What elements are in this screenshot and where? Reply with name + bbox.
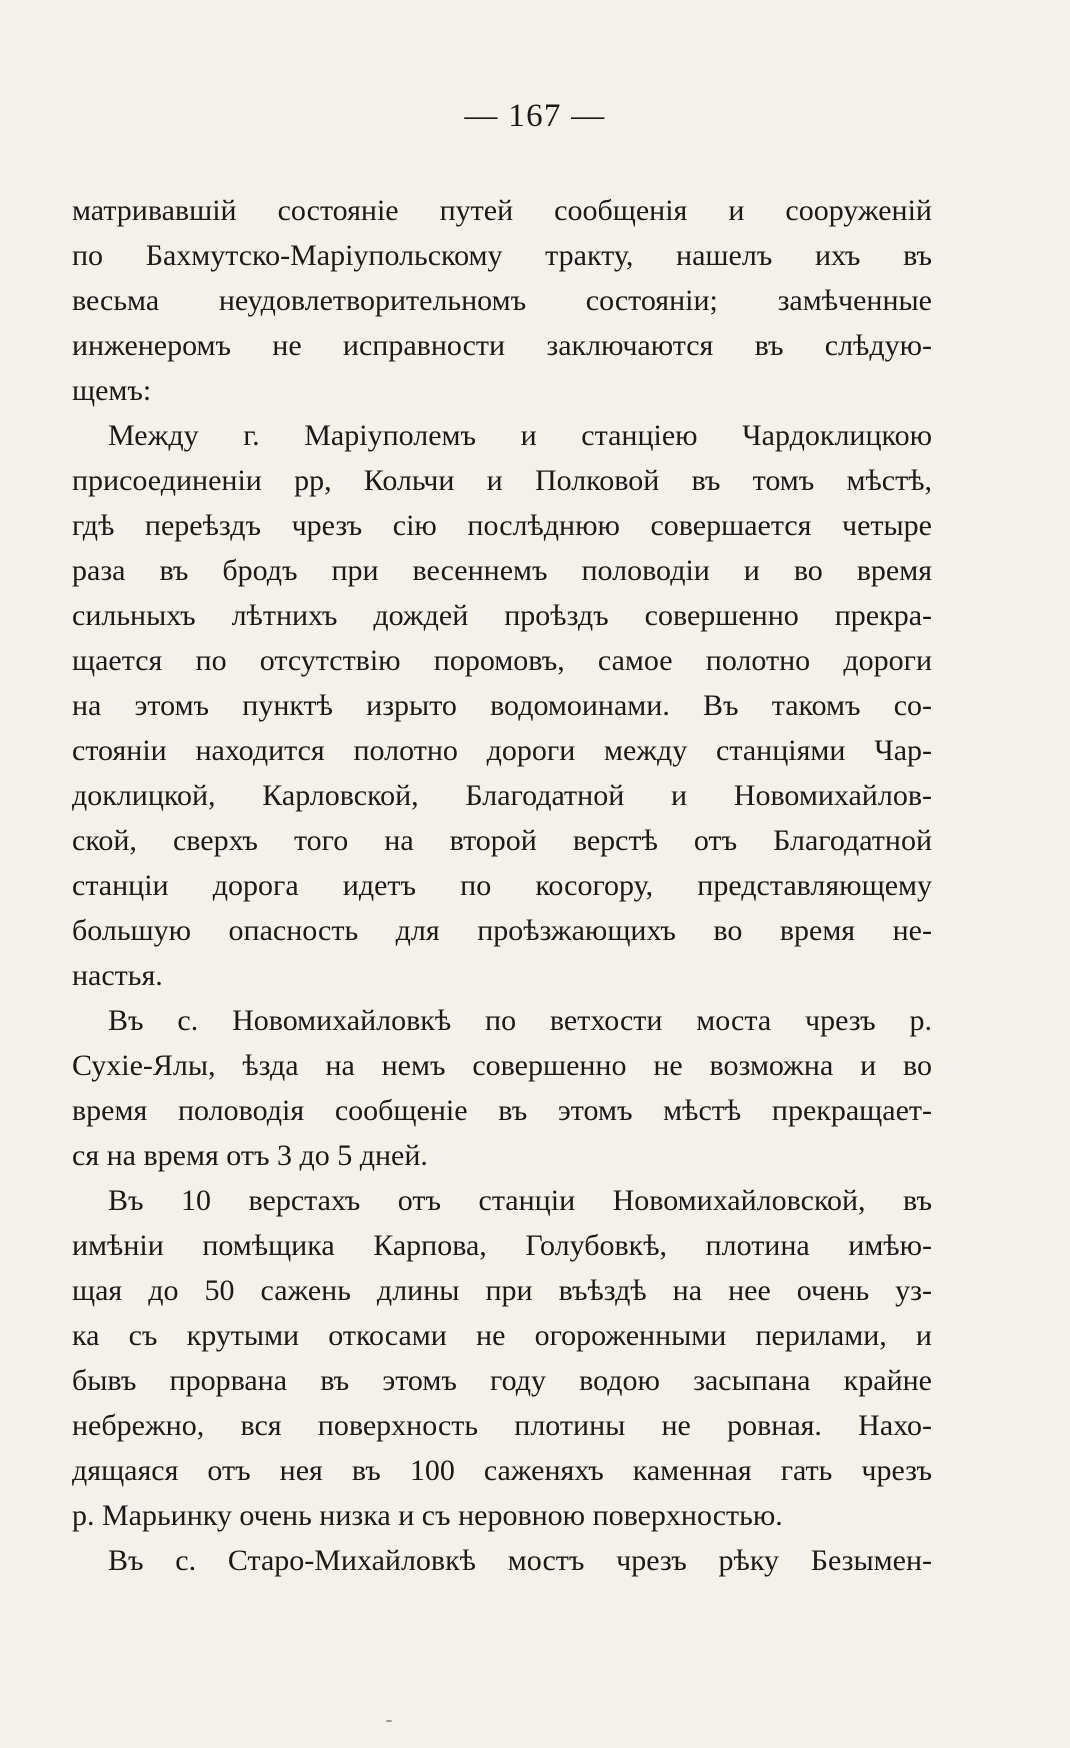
text-line: большую опасность для проѣзжающихъ во время не- — [72, 914, 932, 947]
text-line: матривавшій состоянiе путей сообщенія и сооруженій — [72, 194, 932, 227]
text-line: инженеромъ не исправности заключаются въ слѣдую- — [72, 329, 932, 362]
text-line: присоединеніи рр, Кольчи и Полковой въ томъ мѣстѣ, — [72, 464, 932, 497]
text-line: имѣніи помѣщика Карпова, Голубовкѣ, плотина имѣю- — [72, 1229, 932, 1262]
paragraph-1 — [72, 188, 932, 413]
text-line: весьма неудовлетворительномъ состояніи; замѣченные — [72, 284, 932, 317]
text-line: настья. — [72, 959, 163, 992]
paragraph-5 — [72, 1538, 932, 1583]
text-line: гдѣ переѣздъ чрезъ сію послѣднюю совершается четыре — [72, 509, 932, 542]
text-line: ка съ крутыми откосами не огороженными перилами, и — [72, 1319, 932, 1352]
text-line: щемъ: — [72, 374, 152, 407]
paragraph-3 — [72, 998, 932, 1178]
text-line: ской, сверхъ того на второй верстѣ отъ Благодатной — [72, 824, 932, 857]
print-mark — [386, 1720, 392, 1722]
text-line: раза въ бродъ при весеннемъ половодіи и во время — [72, 554, 932, 587]
text-line: Сухіе-Ялы, ѣзда на немъ совершенно не возможна и во — [72, 1049, 932, 1082]
text-line: доклицкой, Карловской, Благодатной и Новомихайлов- — [72, 779, 932, 812]
text-line: Между г. Маріуполемъ и станціею Чардоклицкою — [108, 419, 932, 452]
text-line: Въ с. Новомихайловкѣ по ветхости моста чрезъ р. — [108, 1004, 932, 1037]
text-line: по Бахмутско-Маріупольскому тракту, нашелъ ихъ въ — [72, 239, 932, 272]
text-line: сильныхъ лѣтнихъ дождей проѣздъ совершенно прекра- — [72, 599, 932, 632]
text-line: небрежно, вся поверхность плотины не ровная. Нахо- — [72, 1409, 932, 1442]
text-line: время половодія сообщеніе въ этомъ мѣстѣ прекращает- — [72, 1094, 932, 1127]
text-line: стояніи находится полотно дороги между станціями Чар- — [72, 734, 932, 767]
text-line: Въ 10 верстахъ отъ станціи Новомихайловской, въ — [108, 1184, 932, 1217]
text-line: ся на время отъ 3 до 5 дней. — [72, 1139, 428, 1172]
paragraph-2 — [72, 413, 932, 998]
body-text — [72, 188, 932, 1638]
text-line: станціи дорога идетъ по косогору, представляющему — [72, 869, 932, 902]
text-line: р. Марьинку очень низка и съ неровною поверхностью. — [72, 1499, 783, 1532]
text-line: дящаяся отъ нея въ 100 саженяхъ каменная гать чрезъ — [72, 1454, 932, 1487]
text-line: бывъ прорвана въ этомъ году водою засыпана крайне — [72, 1364, 932, 1397]
text-line: на этомъ пунктѣ изрыто водомоинами. Въ такомъ со- — [72, 689, 932, 722]
paragraph-4 — [72, 1178, 932, 1538]
text-line: щается по отсутствію поромовъ, самое полотно дороги — [72, 644, 932, 677]
page-number: — 167 — — [464, 98, 606, 134]
text-line: щая до 50 сажень длины при въѣздѣ на нее очень уз- — [72, 1274, 932, 1307]
text-line: Въ с. Старо-Михайловкѣ мостъ чрезъ рѣку Безымен- — [108, 1544, 932, 1577]
